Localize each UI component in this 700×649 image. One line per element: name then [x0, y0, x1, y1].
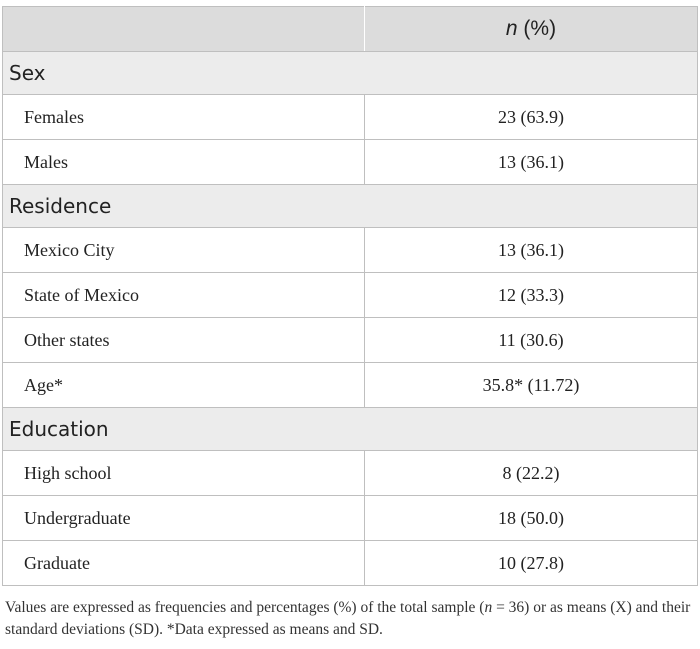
header-cell-n-percent	[365, 7, 698, 52]
table-row	[3, 273, 698, 318]
table-row	[3, 451, 698, 496]
table-header-row	[3, 7, 698, 52]
row-label: Other states	[3, 318, 365, 363]
header-percent: (%)	[517, 17, 557, 40]
header-n: n	[505, 17, 518, 40]
footnote-part2: = 36) or as means (X) and their standard deviations (SD). *Data expressed as means and SD.	[5, 599, 691, 638]
row-value: 23 (63.9)	[365, 95, 698, 140]
row-label: State of Mexico	[3, 273, 365, 318]
row-label: Age*	[3, 363, 365, 408]
table-row	[3, 541, 698, 586]
row-label: Females	[3, 95, 365, 140]
row-label: Undergraduate	[3, 496, 365, 541]
row-value: 12 (33.3)	[365, 273, 698, 318]
section-row-sex	[3, 52, 698, 95]
section-row-education	[3, 408, 698, 451]
table-row	[3, 228, 698, 273]
row-label: High school	[3, 451, 365, 496]
demographics-table	[2, 6, 698, 586]
row-value: 35.8* (11.72)	[365, 363, 698, 408]
section-title: Education	[3, 408, 698, 451]
footnote-n: n	[484, 599, 493, 616]
table-row	[3, 363, 698, 408]
table-row	[3, 318, 698, 363]
row-label: Males	[3, 140, 365, 185]
row-value: 18 (50.0)	[365, 496, 698, 541]
table-row	[3, 140, 698, 185]
row-value: 11 (30.6)	[365, 318, 698, 363]
row-label: Mexico City	[3, 228, 365, 273]
section-row-residence	[3, 185, 698, 228]
row-label: Graduate	[3, 541, 365, 586]
table-row	[3, 95, 698, 140]
section-title: Sex	[3, 52, 698, 95]
footnote-part1: Values are expressed as frequencies and percentages (%) of the total sample (	[5, 599, 485, 616]
table-row	[3, 496, 698, 541]
header-cell-category	[3, 7, 365, 52]
row-value: 8 (22.2)	[365, 451, 698, 496]
row-value: 10 (27.8)	[365, 541, 698, 586]
row-value: 13 (36.1)	[365, 228, 698, 273]
section-title: Residence	[3, 185, 698, 228]
row-value: 13 (36.1)	[365, 140, 698, 185]
table-footnote	[5, 597, 695, 641]
